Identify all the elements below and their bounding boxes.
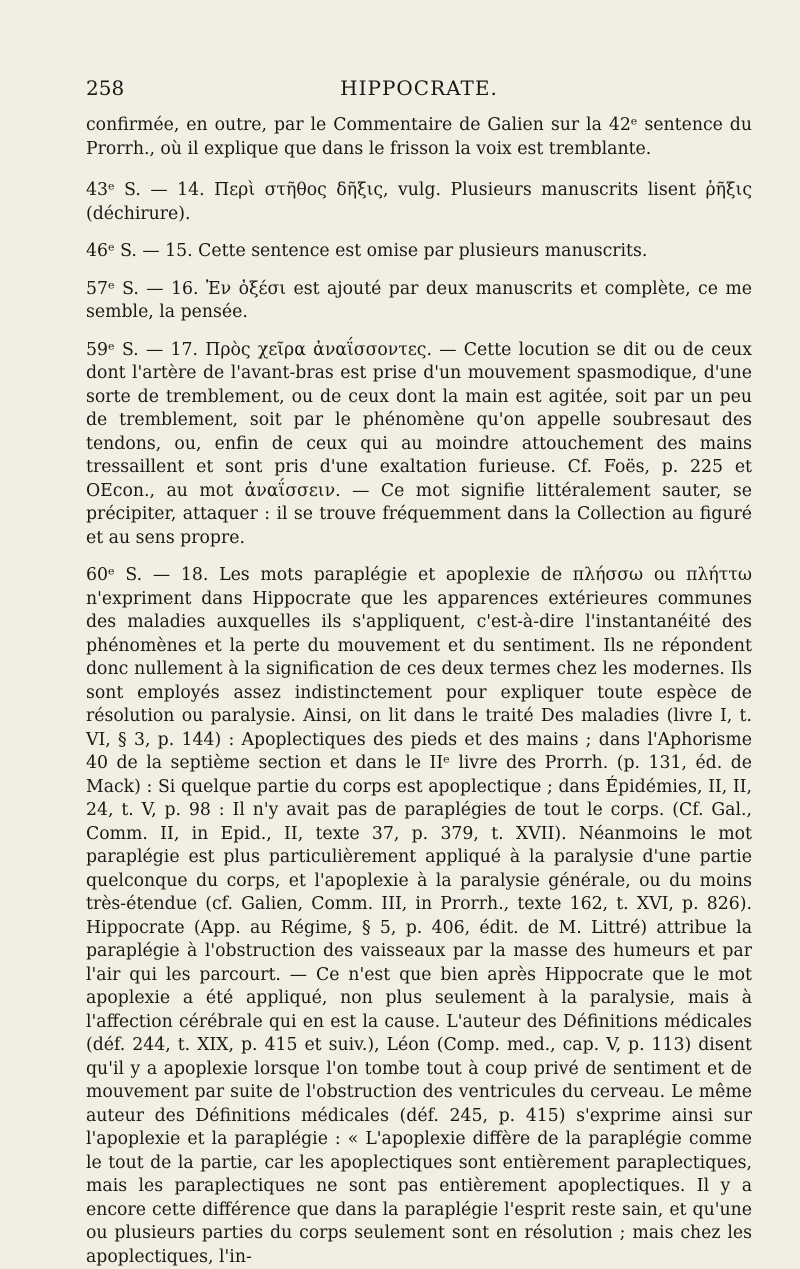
page-body xyxy=(86,114,752,1269)
page-number: 258 xyxy=(86,76,125,100)
note-60: 60ᵉ S. — 18. Les mots paraplégie et apoplexie de πλήσσω ou πλήττω n'expriment dans Hippocrate que les apparences extérieures communes des maladies auxquelles ils s'appliquent, c'est-à-dire l'instantanéité des phénomènes et la perte du mouvement et du sentiment. Ils ne répondent donc nullement à la signification de ces deux termes chez les modernes. Ils sont employés assez indistinctement pour expliquer toute espèce de résolution ou paralysie. Ainsi, on lit dans le traité Des maladies (livre I, t. VI, § 3, p. 144) : Apoplectiques des pieds et des mains ; dans l'Aphorisme 40 de la septième section et dans le IIᵉ livre des Prorrh. (p. 131, éd. de Mack) : Si quelque partie du corps est apoplectique ; dans Épidémies, II, II, 24, t. V, p. 98 : Il n'y avait pas de paraplégies de tout le corps. (Cf. Gal., Comm. II, in Epid., II, texte 37, p. 379, t. XVII). Néanmoins le mot paraplégie est plus particulièrement appliqué à la paralysie d'une partie quelconque du corps, et l'apoplexie à la paralysie générale, ou du moins très-étendue (cf. Galien, Comm. III, in Prorrh., texte 162, t. XVI, p. 826). Hippocrate (App. au Régime, § 5, p. 406, édit. de M. Littré) attribue la paraplégie à l'obstruction des vaisseaux par la masse des humeurs et par l'air qui les parcourt. — Ce n'est que bien après Hippocrate que le mot apoplexie a été appliqué, non plus seulement à la paralysie, mais à l'affection cérébrale qui en est la cause. L'auteur des Définitions médicales (déf. 244, t. XIX, p. 415 et suiv.), Léon (Comp. med., cap. V, p. 113) disent qu'il y a apoplexie lorsque l'on tombe tout à coup privé de sentiment et de mouvement par suite de l'obstruction des ventricules du cerveau. Le même auteur des Définitions médicales (déf. 245, p. 415) s'exprime ainsi sur l'apoplexie et la paraplégie : « L'apoplexie diffère de la paraplégie comme le tout de la partie, car les apoplectiques sont entièrement paraplectiques, mais les paraplectiques ne sont pas entièrement apoplectiques. Il y a encore cette différence que dans la paraplégie l'esprit reste sain, et qu'une ou plusieurs parties du corps seulement sont en résolution ; mais chez les apoplectiques, l'in- xyxy=(86,565,752,1267)
note-59: 59ᵉ S. — 17. Πρὸς χεῖρα ἀναΐσσοντες. — Cette locution se dit ou de ceux dont l'artère de l'avant-bras est prise d'un mouvement spasmodique, d'une sorte de tremblement, ou de ceux dont la main est agitée, soit par un peu de tremblement, soit par le phénomène qu'on appelle soubresaut des tendons, ou, enfin de ceux qui au moindre attouchement des mains tressaillent et sont pris d'une exaltation furieuse. Cf. Foës, p. 225 et OEcon., au mot ἀναΐσσειν. — Ce mot signifie littéralement sauter, se précipiter, attaquer : il se trouve fréquemment dans la Collection au figuré et au sens propre. xyxy=(86,339,752,548)
note-46: 46ᵉ S. — 15. Cette sentence est omise par plusieurs manuscrits. xyxy=(86,241,648,261)
page-header xyxy=(86,76,752,104)
note-continuation: confirmée, en outre, par le Commentaire de Galien sur la 42ᵉ sentence du Prorrh., où il explique que dans le frisson la voix est tremblante. xyxy=(86,115,752,159)
note-43: 43ᵉ S. — 14. Περὶ στῆθος δῆξις, vulg. Plusieurs manuscrits lisent ῥῆξις (déchirure). xyxy=(86,180,752,224)
running-title: HIPPOCRATE. xyxy=(340,76,498,100)
note-57: 57ᵉ S. — 16. Ἐν ὀξέσι est ajouté par deux manuscrits et complète, ce me semble, la pensée. xyxy=(86,278,752,322)
